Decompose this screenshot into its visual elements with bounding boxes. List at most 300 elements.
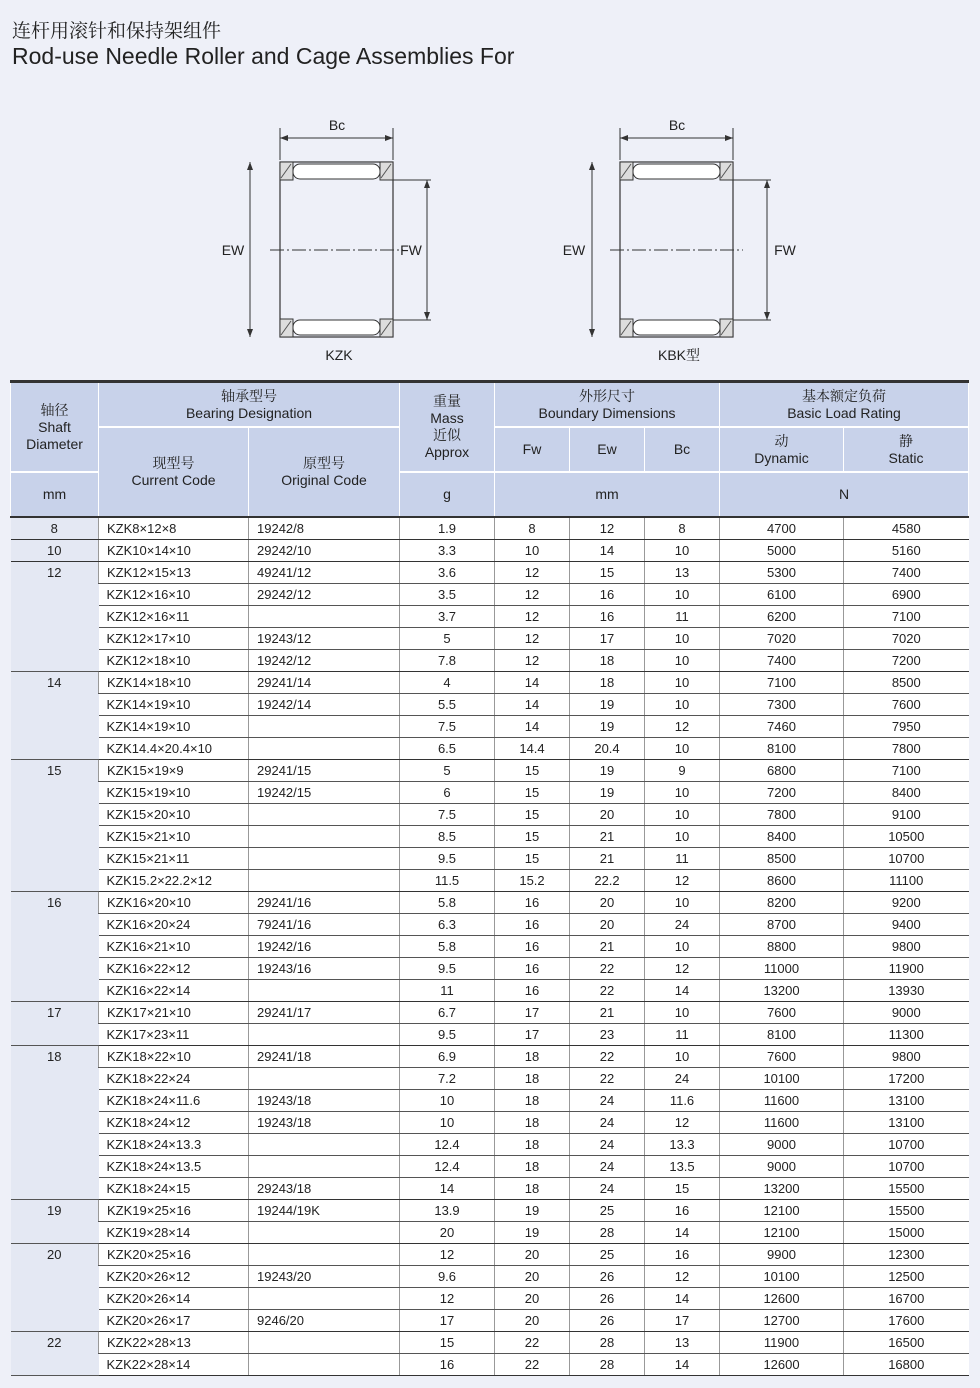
- static-cell: 13930: [844, 980, 969, 1002]
- unit-dims: mm: [495, 472, 720, 517]
- shaft-diameter-cell: 10: [11, 540, 99, 562]
- shaft-diameter-cell: 14: [11, 672, 99, 760]
- dynamic-cell: 8500: [720, 848, 844, 870]
- current-code-cell: KZK15.2×22.2×12: [99, 870, 249, 892]
- static-cell: 13100: [844, 1112, 969, 1134]
- static-cell: 8500: [844, 672, 969, 694]
- table-row: [11, 760, 969, 782]
- bc-cell: 14: [645, 1354, 720, 1376]
- table-row: [11, 1354, 969, 1376]
- original-code-cell: 19243/20: [249, 1266, 400, 1288]
- static-cell: 15000: [844, 1222, 969, 1244]
- original-code-cell: 19243/16: [249, 958, 400, 980]
- current-code-cell: KZK18×24×15: [99, 1178, 249, 1200]
- table-row: [11, 650, 969, 672]
- mass-cell: 6.7: [400, 1002, 495, 1024]
- ew-cell: 12: [570, 517, 645, 540]
- mass-cell: 7.5: [400, 804, 495, 826]
- kbk-bc-label: Bc: [668, 117, 686, 133]
- page-title-zh: 连杆用滚针和保持架组件: [12, 21, 222, 42]
- dynamic-cell: 7400: [720, 650, 844, 672]
- mass-cell: 1.9: [400, 517, 495, 540]
- mass-cell: 3.6: [400, 562, 495, 584]
- ew-cell: 22: [570, 1068, 645, 1090]
- ew-cell: 24: [570, 1090, 645, 1112]
- ew-cell: 28: [570, 1332, 645, 1354]
- mass-cell: 5.8: [400, 936, 495, 958]
- original-code-cell: [249, 1222, 400, 1244]
- static-cell: 16700: [844, 1288, 969, 1310]
- original-code-cell: 29241/14: [249, 672, 400, 694]
- original-code-cell: 29241/18: [249, 1046, 400, 1068]
- table-row: [11, 804, 969, 826]
- original-code-cell: [249, 848, 400, 870]
- static-cell: 9100: [844, 804, 969, 826]
- current-code-cell: KZK16×20×24: [99, 914, 249, 936]
- table-row: [11, 1266, 969, 1288]
- table-row: [11, 584, 969, 606]
- dynamic-cell: 6800: [720, 760, 844, 782]
- mass-cell: 3.5: [400, 584, 495, 606]
- fw-cell: 19: [495, 1222, 570, 1244]
- shaft-diameter-cell: 16: [11, 892, 99, 1002]
- current-code-cell: KZK16×22×12: [99, 958, 249, 980]
- fw-cell: 14: [495, 716, 570, 738]
- bc-cell: 13.5: [645, 1156, 720, 1178]
- original-code-cell: 79241/16: [249, 914, 400, 936]
- dynamic-cell: 7020: [720, 628, 844, 650]
- static-cell: 8400: [844, 782, 969, 804]
- dynamic-cell: 6200: [720, 606, 844, 628]
- dynamic-cell: 11600: [720, 1112, 844, 1134]
- current-code-cell: KZK19×28×14: [99, 1222, 249, 1244]
- current-code-cell: KZK18×24×13.3: [99, 1134, 249, 1156]
- original-code-cell: 29241/16: [249, 892, 400, 914]
- current-code-cell: KZK14×19×10: [99, 716, 249, 738]
- fw-cell: 15.2: [495, 870, 570, 892]
- mass-cell: 13.9: [400, 1200, 495, 1222]
- ew-cell: 18: [570, 650, 645, 672]
- fw-cell: 15: [495, 804, 570, 826]
- table-row: [11, 892, 969, 914]
- original-code-cell: 19242/15: [249, 782, 400, 804]
- dynamic-cell: 8600: [720, 870, 844, 892]
- original-code-cell: 19243/18: [249, 1090, 400, 1112]
- table-row: [11, 1200, 969, 1222]
- shaft-diameter-cell: 20: [11, 1244, 99, 1332]
- dynamic-cell: 10100: [720, 1266, 844, 1288]
- fw-cell: 18: [495, 1134, 570, 1156]
- header-static: 静 Static: [844, 427, 969, 472]
- bc-cell: 12: [645, 958, 720, 980]
- static-cell: 7800: [844, 738, 969, 760]
- fw-cell: 17: [495, 1024, 570, 1046]
- fw-cell: 17: [495, 1002, 570, 1024]
- mass-cell: 3.3: [400, 540, 495, 562]
- current-code-cell: KZK20×26×12: [99, 1266, 249, 1288]
- current-code-cell: KZK15×19×9: [99, 760, 249, 782]
- table-row: [11, 1288, 969, 1310]
- ew-cell: 16: [570, 606, 645, 628]
- original-code-cell: [249, 606, 400, 628]
- bc-cell: 10: [645, 936, 720, 958]
- dynamic-cell: 12700: [720, 1310, 844, 1332]
- mass-cell: 16: [400, 1354, 495, 1376]
- fw-cell: 15: [495, 848, 570, 870]
- page-title-en: Rod-use Needle Roller and Cage Assemblies For: [12, 43, 515, 69]
- ew-cell: 28: [570, 1354, 645, 1376]
- mass-cell: 5: [400, 628, 495, 650]
- dynamic-cell: 4700: [720, 517, 844, 540]
- current-code-cell: KZK12×17×10: [99, 628, 249, 650]
- ew-cell: 19: [570, 694, 645, 716]
- header-shaft: 轴径 Shaft Diameter: [11, 382, 99, 473]
- original-code-cell: 19242/8: [249, 517, 400, 540]
- bc-cell: 10: [645, 584, 720, 606]
- fw-cell: 16: [495, 936, 570, 958]
- dynamic-cell: 11600: [720, 1090, 844, 1112]
- static-cell: 11900: [844, 958, 969, 980]
- static-cell: 9800: [844, 1046, 969, 1068]
- table-row: [11, 694, 969, 716]
- shaft-diameter-cell: 8: [11, 517, 99, 540]
- mass-cell: 12: [400, 1288, 495, 1310]
- dynamic-cell: 8800: [720, 936, 844, 958]
- ew-cell: 23: [570, 1024, 645, 1046]
- header-current-code: 现型号 Current Code: [99, 427, 249, 517]
- kzk-bc-label: Bc: [328, 117, 346, 133]
- fw-cell: 19: [495, 1200, 570, 1222]
- fw-cell: 12: [495, 628, 570, 650]
- current-code-cell: KZK20×25×16: [99, 1244, 249, 1266]
- ew-cell: 19: [570, 760, 645, 782]
- dynamic-cell: 13200: [720, 980, 844, 1002]
- mass-cell: 14: [400, 1178, 495, 1200]
- ew-cell: 15: [570, 562, 645, 584]
- ew-cell: 20.4: [570, 738, 645, 760]
- static-cell: 15500: [844, 1178, 969, 1200]
- fw-cell: 16: [495, 892, 570, 914]
- table-row: [11, 1310, 969, 1332]
- dynamic-cell: 13200: [720, 1178, 844, 1200]
- ew-cell: 19: [570, 782, 645, 804]
- dynamic-cell: 9000: [720, 1134, 844, 1156]
- dynamic-cell: 7460: [720, 716, 844, 738]
- static-cell: 9800: [844, 936, 969, 958]
- bc-cell: 16: [645, 1200, 720, 1222]
- bc-cell: 10: [645, 738, 720, 760]
- table-row: [11, 1244, 969, 1266]
- current-code-cell: KZK22×28×14: [99, 1354, 249, 1376]
- mass-cell: 9.6: [400, 1266, 495, 1288]
- header-dynamic: 动 Dynamic: [720, 427, 844, 472]
- table-row: [11, 517, 969, 540]
- static-cell: 7950: [844, 716, 969, 738]
- ew-cell: 24: [570, 1156, 645, 1178]
- static-cell: 13100: [844, 1090, 969, 1112]
- original-code-cell: [249, 738, 400, 760]
- original-code-cell: 9246/20: [249, 1310, 400, 1332]
- static-cell: 9000: [844, 1002, 969, 1024]
- table-row: [11, 672, 969, 694]
- mass-cell: 4: [400, 672, 495, 694]
- dynamic-cell: 8700: [720, 914, 844, 936]
- spec-table: [10, 380, 969, 1376]
- dynamic-cell: 12600: [720, 1288, 844, 1310]
- table-row: [11, 1002, 969, 1024]
- original-code-cell: [249, 1288, 400, 1310]
- static-cell: 11300: [844, 1024, 969, 1046]
- bc-cell: 24: [645, 914, 720, 936]
- bc-cell: 14: [645, 1222, 720, 1244]
- fw-cell: 20: [495, 1288, 570, 1310]
- table-row: [11, 738, 969, 760]
- static-cell: 10700: [844, 848, 969, 870]
- dynamic-cell: 7800: [720, 804, 844, 826]
- table-row: [11, 1222, 969, 1244]
- ew-cell: 21: [570, 848, 645, 870]
- current-code-cell: KZK12×15×13: [99, 562, 249, 584]
- current-code-cell: KZK8×12×8: [99, 517, 249, 540]
- ew-cell: 26: [570, 1310, 645, 1332]
- mass-cell: 6.5: [400, 738, 495, 760]
- mass-cell: 17: [400, 1310, 495, 1332]
- kzk-diagram: [215, 110, 422, 370]
- shaft-diameter-cell: 19: [11, 1200, 99, 1244]
- static-cell: 17600: [844, 1310, 969, 1332]
- bc-cell: 11: [645, 1024, 720, 1046]
- table-row: [11, 1024, 969, 1046]
- kzk-ew-label: EW: [221, 242, 245, 258]
- dynamic-cell: 7100: [720, 672, 844, 694]
- bc-cell: 11: [645, 848, 720, 870]
- dynamic-cell: 8400: [720, 826, 844, 848]
- dynamic-cell: 5000: [720, 540, 844, 562]
- table-row: [11, 716, 969, 738]
- current-code-cell: KZK14×18×10: [99, 672, 249, 694]
- bc-cell: 11: [645, 606, 720, 628]
- current-code-cell: KZK16×21×10: [99, 936, 249, 958]
- original-code-cell: 29243/18: [249, 1178, 400, 1200]
- ew-cell: 26: [570, 1288, 645, 1310]
- bc-cell: 10: [645, 694, 720, 716]
- static-cell: 9200: [844, 892, 969, 914]
- bc-cell: 10: [645, 1046, 720, 1068]
- table-row: [11, 914, 969, 936]
- mass-cell: 11.5: [400, 870, 495, 892]
- mass-cell: 12.4: [400, 1134, 495, 1156]
- bc-cell: 13: [645, 562, 720, 584]
- mass-cell: 5.8: [400, 892, 495, 914]
- original-code-cell: [249, 716, 400, 738]
- dynamic-cell: 12600: [720, 1354, 844, 1376]
- bc-cell: 12: [645, 716, 720, 738]
- header-original-code: 原型号 Original Code: [249, 427, 400, 517]
- ew-cell: 24: [570, 1134, 645, 1156]
- table-row: [11, 958, 969, 980]
- bc-cell: 10: [645, 782, 720, 804]
- kbk-ew-label: EW: [562, 242, 586, 258]
- dynamic-cell: 6100: [720, 584, 844, 606]
- static-cell: 6900: [844, 584, 969, 606]
- static-cell: 7400: [844, 562, 969, 584]
- fw-cell: 18: [495, 1156, 570, 1178]
- table-row: [11, 628, 969, 650]
- dynamic-cell: 10100: [720, 1068, 844, 1090]
- mass-cell: 3.7: [400, 606, 495, 628]
- header-ew: Ew: [570, 427, 645, 472]
- ew-cell: 28: [570, 1222, 645, 1244]
- table-row: [11, 562, 969, 584]
- current-code-cell: KZK15×21×11: [99, 848, 249, 870]
- shaft-diameter-cell: 15: [11, 760, 99, 892]
- bc-cell: 12: [645, 870, 720, 892]
- dynamic-cell: 7300: [720, 694, 844, 716]
- mass-cell: 9.5: [400, 848, 495, 870]
- header-mass: 重量 Mass 近似 Approx: [400, 382, 495, 473]
- bc-cell: 10: [645, 672, 720, 694]
- fw-cell: 12: [495, 606, 570, 628]
- shaft-diameter-cell: 22: [11, 1332, 99, 1376]
- bc-cell: 9: [645, 760, 720, 782]
- fw-cell: 18: [495, 1068, 570, 1090]
- unit-shaft: mm: [11, 472, 99, 517]
- bc-cell: 14: [645, 1288, 720, 1310]
- dynamic-cell: 7600: [720, 1046, 844, 1068]
- fw-cell: 12: [495, 584, 570, 606]
- table-row: [11, 540, 969, 562]
- original-code-cell: [249, 804, 400, 826]
- current-code-cell: KZK10×14×10: [99, 540, 249, 562]
- static-cell: 7600: [844, 694, 969, 716]
- shaft-diameter-cell: 17: [11, 1002, 99, 1046]
- fw-cell: 16: [495, 914, 570, 936]
- mass-cell: 12: [400, 1244, 495, 1266]
- current-code-cell: KZK18×24×12: [99, 1112, 249, 1134]
- table-row: [11, 826, 969, 848]
- mass-cell: 5: [400, 760, 495, 782]
- original-code-cell: 19242/12: [249, 650, 400, 672]
- bc-cell: 13.3: [645, 1134, 720, 1156]
- dynamic-cell: 8100: [720, 1024, 844, 1046]
- ew-cell: 25: [570, 1244, 645, 1266]
- fw-cell: 10: [495, 540, 570, 562]
- static-cell: 12500: [844, 1266, 969, 1288]
- kzk-fw-label: FW: [400, 242, 422, 258]
- current-code-cell: KZK17×21×10: [99, 1002, 249, 1024]
- fw-cell: 22: [495, 1332, 570, 1354]
- ew-cell: 22: [570, 958, 645, 980]
- static-cell: 7100: [844, 606, 969, 628]
- mass-cell: 6.3: [400, 914, 495, 936]
- fw-cell: 8: [495, 517, 570, 540]
- mass-cell: 5.5: [400, 694, 495, 716]
- bc-cell: 10: [645, 628, 720, 650]
- ew-cell: 21: [570, 1002, 645, 1024]
- bc-cell: 10: [645, 1002, 720, 1024]
- fw-cell: 18: [495, 1046, 570, 1068]
- bc-cell: 13: [645, 1332, 720, 1354]
- header-fw: Fw: [495, 427, 570, 472]
- bc-cell: 12: [645, 1266, 720, 1288]
- ew-cell: 22.2: [570, 870, 645, 892]
- bc-cell: 12: [645, 1112, 720, 1134]
- dynamic-cell: 7200: [720, 782, 844, 804]
- shaft-diameter-cell: 12: [11, 562, 99, 672]
- bc-cell: 17: [645, 1310, 720, 1332]
- dynamic-cell: 11000: [720, 958, 844, 980]
- unit-mass: g: [400, 472, 495, 517]
- current-code-cell: KZK18×24×13.5: [99, 1156, 249, 1178]
- table-row: [11, 1046, 969, 1068]
- ew-cell: 20: [570, 914, 645, 936]
- current-code-cell: KZK12×18×10: [99, 650, 249, 672]
- table-row: [11, 1090, 969, 1112]
- bc-cell: 11.6: [645, 1090, 720, 1112]
- static-cell: 7200: [844, 650, 969, 672]
- bc-cell: 24: [645, 1068, 720, 1090]
- kzk-caption: KZK: [325, 347, 353, 363]
- original-code-cell: 19244/19K: [249, 1200, 400, 1222]
- current-code-cell: KZK16×20×10: [99, 892, 249, 914]
- dynamic-cell: 8100: [720, 738, 844, 760]
- kbk-fw-label: FW: [774, 242, 796, 258]
- mass-cell: 15: [400, 1332, 495, 1354]
- fw-cell: 18: [495, 1178, 570, 1200]
- original-code-cell: [249, 1156, 400, 1178]
- dynamic-cell: 11900: [720, 1332, 844, 1354]
- fw-cell: 22: [495, 1354, 570, 1376]
- dynamic-cell: 9000: [720, 1156, 844, 1178]
- current-code-cell: KZK22×28×13: [99, 1332, 249, 1354]
- static-cell: 10500: [844, 826, 969, 848]
- original-code-cell: [249, 1354, 400, 1376]
- ew-cell: 16: [570, 584, 645, 606]
- static-cell: 7100: [844, 760, 969, 782]
- mass-cell: 9.5: [400, 1024, 495, 1046]
- dynamic-cell: 9900: [720, 1244, 844, 1266]
- ew-cell: 21: [570, 826, 645, 848]
- ew-cell: 14: [570, 540, 645, 562]
- fw-cell: 14: [495, 672, 570, 694]
- fw-cell: 16: [495, 980, 570, 1002]
- original-code-cell: [249, 980, 400, 1002]
- current-code-cell: KZK19×25×16: [99, 1200, 249, 1222]
- current-code-cell: KZK20×26×17: [99, 1310, 249, 1332]
- current-code-cell: KZK14.4×20.4×10: [99, 738, 249, 760]
- fw-cell: 14: [495, 694, 570, 716]
- ew-cell: 22: [570, 1046, 645, 1068]
- ew-cell: 24: [570, 1112, 645, 1134]
- mass-cell: 6: [400, 782, 495, 804]
- static-cell: 10700: [844, 1134, 969, 1156]
- mass-cell: 8.5: [400, 826, 495, 848]
- original-code-cell: [249, 826, 400, 848]
- mass-cell: 12.4: [400, 1156, 495, 1178]
- ew-cell: 26: [570, 1266, 645, 1288]
- bc-cell: 10: [645, 804, 720, 826]
- header-load: 基本额定负荷 Basic Load Rating: [720, 382, 969, 428]
- current-code-cell: KZK16×22×14: [99, 980, 249, 1002]
- bc-cell: 8: [645, 517, 720, 540]
- bc-cell: 10: [645, 826, 720, 848]
- table-row: [11, 606, 969, 628]
- mass-cell: 11: [400, 980, 495, 1002]
- static-cell: 12300: [844, 1244, 969, 1266]
- mass-cell: 6.9: [400, 1046, 495, 1068]
- current-code-cell: KZK15×19×10: [99, 782, 249, 804]
- table-row: [11, 1156, 969, 1178]
